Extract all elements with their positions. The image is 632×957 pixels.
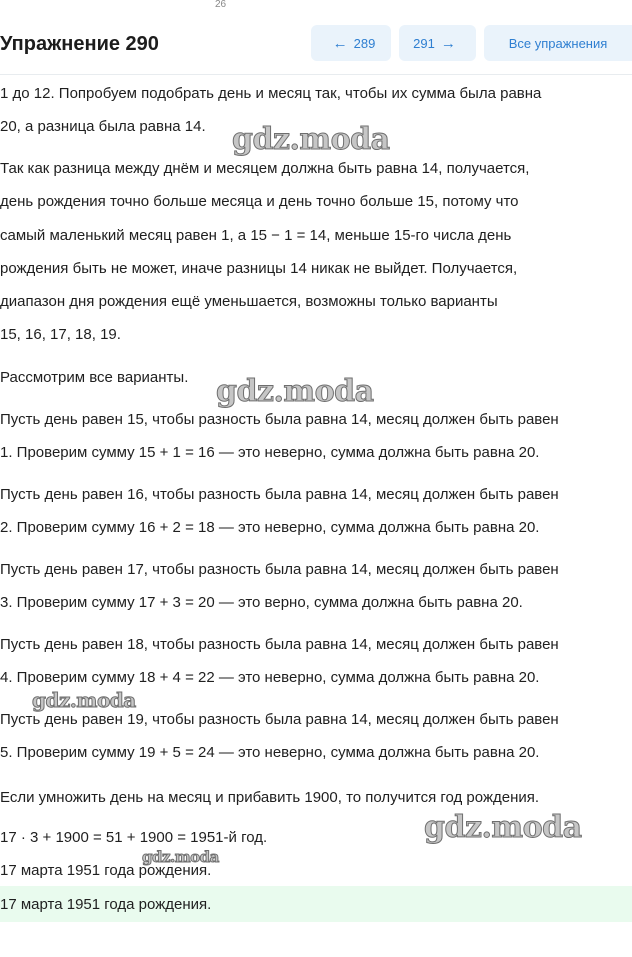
- solution-line: день рождения точно больше месяца и день точно больше 15, потому что: [0, 193, 519, 210]
- watermark-logo: gdz.moda: [424, 810, 582, 845]
- solution-line: 1 до 12. Попробуем подобрать день и месяц так, чтобы их сумма была равна: [0, 85, 542, 102]
- solution-line: Пусть день равен 15, чтобы разность была равна 14, месяц должен быть равен: [0, 411, 559, 428]
- solution-line: 2. Проверим сумму 16 + 2 = 18 — это неверно, сумма должна быть равна 20.: [0, 519, 540, 536]
- solution-line: самый маленький месяц равен 1, а 15 − 1 = 14, меньше 15-го числа день: [0, 227, 512, 244]
- watermark-logo: gdz.moda: [216, 374, 374, 409]
- solution-line: 4. Проверим сумму 18 + 4 = 22 — это неверно, сумма должна быть равна 20.: [0, 669, 540, 686]
- solution-line: Если умножить день на месяц и прибавить 1900, то получится год рождения.: [0, 789, 540, 806]
- arrow-left-icon: ←: [332, 34, 348, 52]
- solution-line: Так как разница между днём и месяцем должна быть равна 14, получается,: [0, 160, 530, 177]
- all-exercises-button[interactable]: Все упражнения: [484, 25, 632, 61]
- prev-exercise-label: 289: [353, 35, 376, 51]
- solution-line: Пусть день равен 19, чтобы разность была равна 14, месяц должен быть равен: [0, 711, 559, 728]
- next-exercise-button[interactable]: [399, 25, 476, 61]
- solution-line: Рассмотрим все варианты.: [0, 369, 189, 386]
- prev-exercise-button[interactable]: [311, 25, 391, 61]
- solution-line: диапазон дня рождения ещё уменьшается, возможны только варианты: [0, 293, 498, 310]
- solution-line: 20, а разница была равна 14.: [0, 118, 206, 135]
- exercise-header: [0, 16, 632, 75]
- solution-line: 17 марта 1951 года рождения.: [0, 862, 212, 879]
- next-exercise-label: 291: [413, 35, 435, 51]
- solution-line: рождения быть не может, иначе разницы 14 никак не выйдет. Получается,: [0, 260, 518, 277]
- page-title: Упражнение 290: [0, 33, 159, 55]
- solution-line: Пусть день равен 16, чтобы разность была равна 14, месяц должен быть равен: [0, 486, 559, 503]
- watermark-logo: gdz.moda: [232, 122, 390, 157]
- solution-line: 17 · 3 + 1900 = 51 + 1900 = 1951-й год.: [0, 829, 268, 846]
- solution-line: 3. Проверим сумму 17 + 3 = 20 — это верно, сумма должна быть равна 20.: [0, 594, 523, 611]
- watermark-logo: gdz.moda: [32, 688, 136, 712]
- page-number-fragment: 26: [215, 0, 227, 10]
- answer-text: 17 марта 1951 года рождения.: [0, 896, 212, 913]
- solution-line: 1. Проверим сумму 15 + 1 = 16 — это неверно, сумма должна быть равна 20.: [0, 444, 540, 461]
- solution-line: 15, 16, 17, 18, 19.: [0, 326, 121, 343]
- solution-line: 5. Проверим сумму 19 + 5 = 24 — это неверно, сумма должна быть равна 20.: [0, 744, 540, 761]
- watermark-logo: gdz.moda: [142, 848, 219, 866]
- arrow-right-icon: →: [440, 34, 456, 52]
- solution-line: Пусть день равен 18, чтобы разность была равна 14, месяц должен быть равен: [0, 636, 559, 653]
- solution-line: Пусть день равен 17, чтобы разность была равна 14, месяц должен быть равен: [0, 561, 559, 578]
